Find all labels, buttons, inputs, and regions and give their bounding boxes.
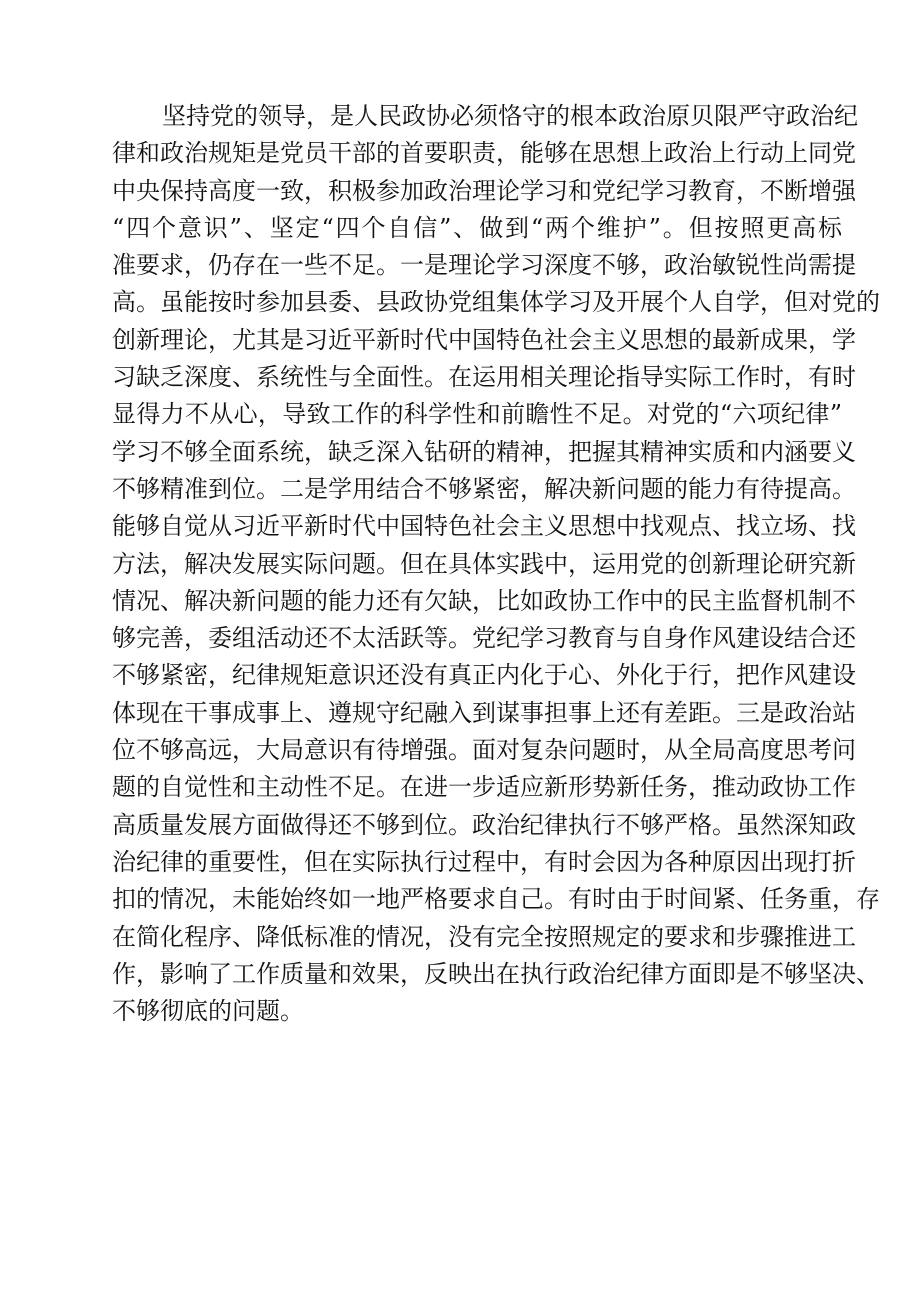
paragraph-line: 扣的情况，未能始终如一地严格要求自己。有时由于时间紧、任务重，存 [112, 885, 880, 914]
paragraph-line: 不够精准到位。二是学用结合不够紧密，解决新问题的能力有待提高。 [112, 474, 856, 503]
paragraph-line: 准要求，仍存在一些不足。一是理论学习深度不够，政治敏锐性尚需提 [112, 251, 856, 280]
paragraph-line: 能够自觉从习近平新时代中国特色社会主义思想中找观点、找立场、找 [112, 512, 856, 541]
paragraph-line: 不够紧密，纪律规矩意识还没有真正内化于心、外化于行，把作风建设 [112, 661, 856, 690]
paragraph-line: 中央保持高度一致，积极参加政治理论学习和党纪学习教育，不断增强 [112, 176, 856, 205]
paragraph-line: 显得力不从心，导致工作的科学性和前瞻性不足。对党的“六项纪律” [112, 400, 842, 429]
paragraph-line: 习缺乏深度、系统性与全面性。在运用相关理论指导实际工作时，有时 [112, 363, 856, 392]
body-paragraph [112, 98, 880, 1030]
paragraph-line: 在简化程序、降低标准的情况，没有完全按照规定的要求和步骤推进工 [112, 922, 856, 951]
paragraph-line: 位不够高远，大局意识有待增强。面对复杂问题时，从全局高度思考问 [112, 736, 856, 765]
paragraph-line: 不够彻底的问题。 [112, 997, 304, 1026]
paragraph-line: 够完善，委组活动还不太活跃等。党纪学习教育与自身作风建设结合还 [112, 624, 856, 653]
paragraph-line: 治纪律的重要性，但在实际执行过程中，有时会因为各种原因出现打折 [112, 847, 856, 876]
paragraph-line: 创新理论，尤其是习近平新时代中国特色社会主义思想的最新成果，学 [112, 325, 856, 354]
paragraph-line: 作，影响了工作质量和效果，反映出在执行政治纪律方面即是不够坚决、 [112, 959, 880, 988]
paragraph-line: 坚持党的领导，是人民政协必须恪守的根本政治原贝限严守政治纪 [162, 102, 858, 130]
paragraph-line: 情况、解决新问题的能力还有欠缺，比如政协工作中的民主监督机制不 [112, 586, 856, 615]
paragraph-line: 律和政治规矩是党员干部的首要职责，能够在思想上政治上行动上同党 [112, 139, 856, 168]
paragraph-line: 学习不够全面系统，缺乏深入钻研的精神，把握其精神实质和内涵要义 [112, 437, 856, 466]
paragraph-line: 题的自觉性和主动性不足。在进一步适应新形势新任务，推动政协工作 [112, 773, 856, 802]
paragraph-line: “四个意识”、坚定“四个自信”、做到“两个维护”。但按照更高标 [112, 213, 842, 242]
paragraph-line: 体现在干事成事上、遵规守纪融入到谋事担事上还有差距。三是政治站 [112, 698, 856, 727]
paragraph-line: 方法，解决发展实际问题。但在具体实践中，运用党的创新理论研究新 [112, 549, 856, 578]
paragraph-line: 高质量发展方面做得还不够到位。政治纪律执行不够严格。虽然深知政 [112, 810, 856, 839]
paragraph-line: 高。虽能按时参加县委、县政协党组集体学习及开展个人自学，但对党的 [112, 288, 880, 317]
